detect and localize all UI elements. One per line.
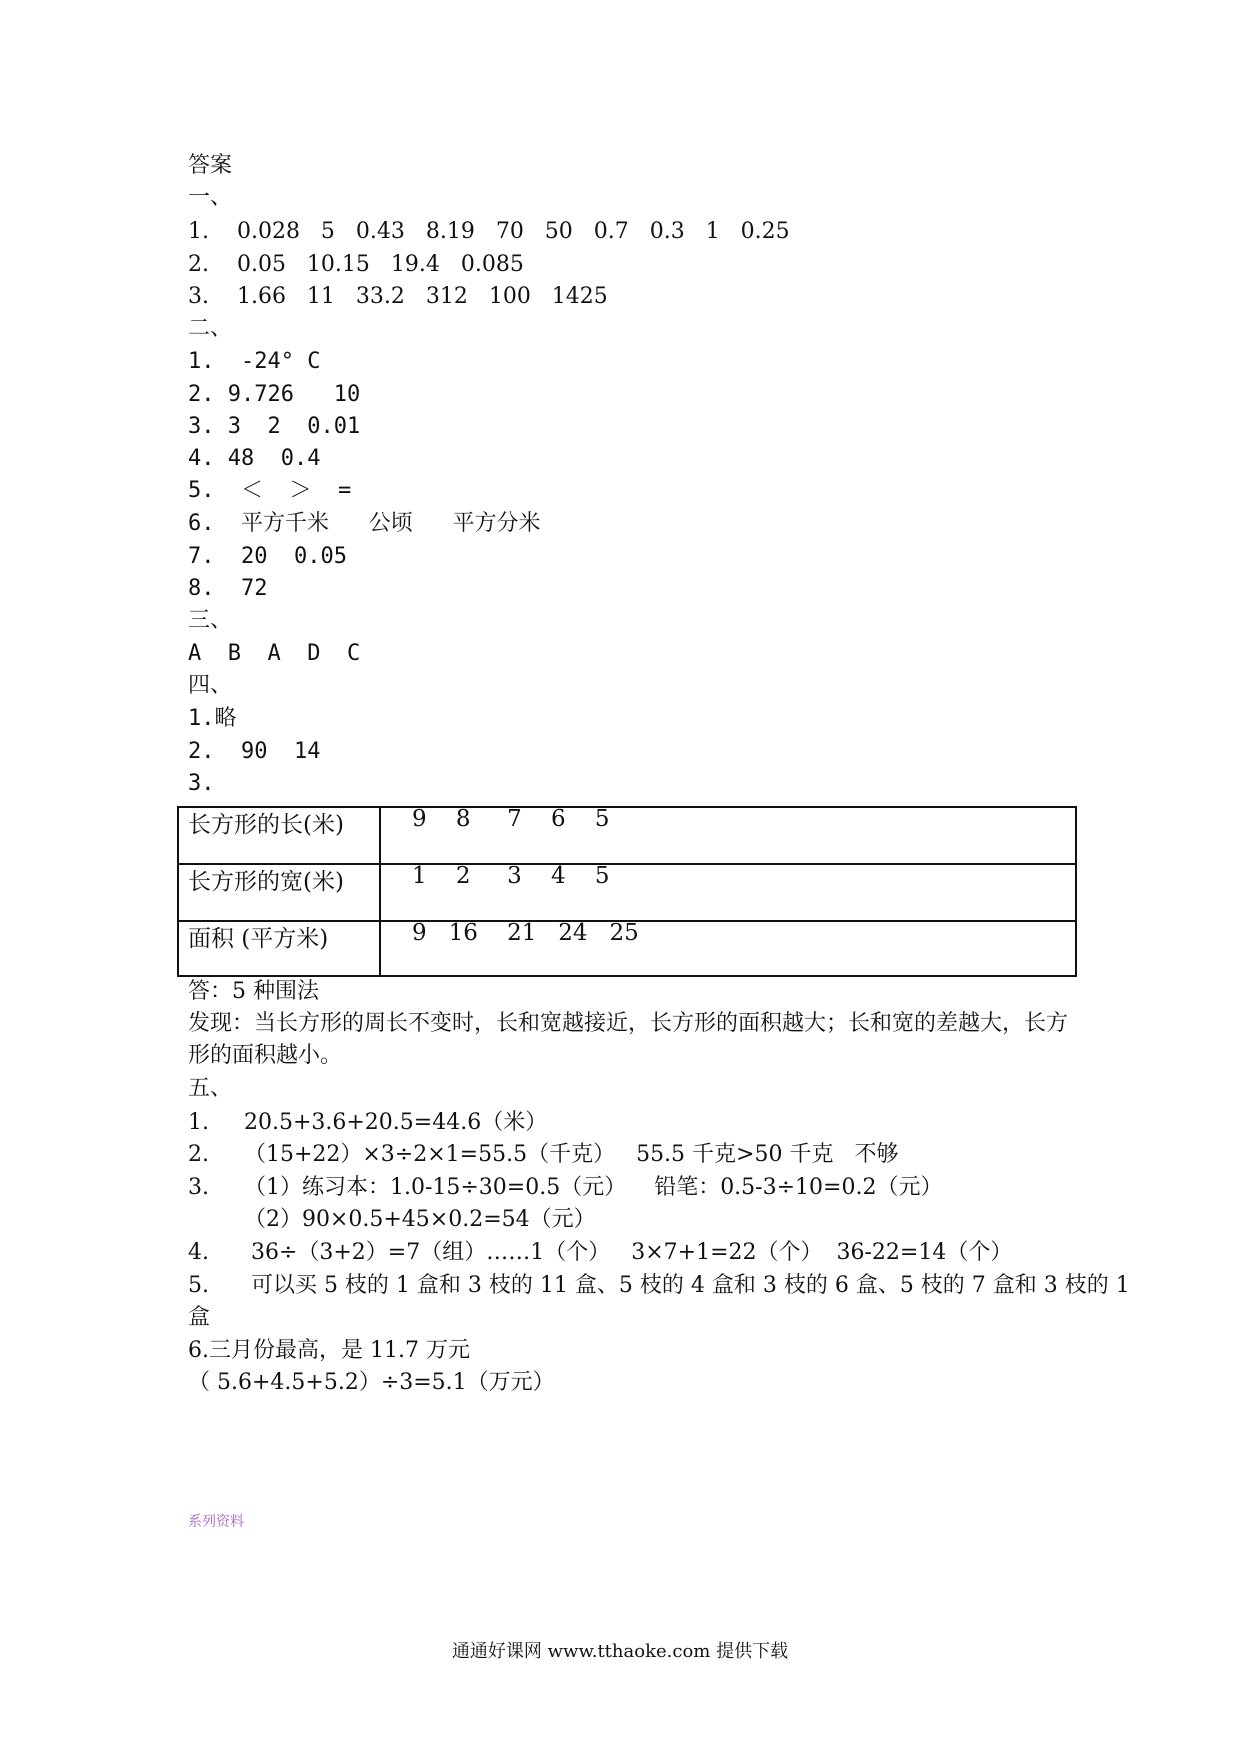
section-1-heading: 一、 <box>188 185 233 210</box>
section-5-item: （ 5.6+4.5+5.2）÷3=5.1（万元） <box>188 1370 555 1395</box>
section-4-item: 3. <box>188 771 215 796</box>
table-column-divider <box>379 808 381 975</box>
section-4-item: 1.略 <box>188 706 237 731</box>
section-1-item: 2. 0.05 10.15 19.4 0.085 <box>188 252 524 277</box>
section-2-heading: 二、 <box>188 316 233 341</box>
page-title: 答案 <box>188 153 233 178</box>
section-3-answers: A B A D C <box>188 641 361 666</box>
table-row-values: 9 8 7 6 5 <box>412 806 610 832</box>
section-2-item: 2. 9.726 10 <box>188 382 361 407</box>
section-5-item: （2）90×0.5+45×0.2=54（元） <box>188 1207 596 1232</box>
section-4-item: 2. 90 14 <box>188 739 321 764</box>
section-4-finding: 形的面积越小。 <box>188 1043 343 1068</box>
series-label: 系列资料 <box>188 1514 244 1530</box>
section-2-item: 8. 72 <box>188 576 268 601</box>
section-2-item: 5. ＜ ＞ = <box>188 478 352 503</box>
table-row-values: 1 2 3 4 5 <box>412 863 610 889</box>
section-5-item: 1. 20.5+3.6+20.5=44.6（米） <box>188 1110 548 1135</box>
table-row-label: 长方形的长(米) <box>188 812 344 838</box>
section-2-item: 3. 3 2 0.01 <box>188 414 361 439</box>
section-2-item: 7. 20 0.05 <box>188 544 347 569</box>
section-1-item: 3. 1.66 11 33.2 312 100 1425 <box>188 284 608 309</box>
section-1-item: 1. 0.028 5 0.43 8.19 70 50 0.7 0.3 1 0.25 <box>188 219 790 244</box>
section-2-item: 6. 平方千米 公顷 平方分米 <box>188 511 541 536</box>
section-4-heading: 四、 <box>188 673 233 698</box>
section-4-finding: 发现：当长方形的周长不变时，长和宽越接近，长方形的面积越大；长和宽的差越大，长方 <box>188 1011 1069 1036</box>
table-row-label: 面积 (平方米) <box>188 926 329 952</box>
section-2-item: 1. -24° C <box>188 349 321 374</box>
table-row-label: 长方形的宽(米) <box>188 869 344 895</box>
section-2-item: 4. 48 0.4 <box>188 446 321 471</box>
section-4-answer: 答：5 种围法 <box>188 979 319 1004</box>
page-footer: 通通好课网 www.tthaoke.com 提供下载 <box>451 1641 789 1662</box>
table-row-values: 9 16 21 24 25 <box>412 920 639 946</box>
section-5-item: 5. 可以买 5 枝的 1 盒和 3 枝的 11 盒、5 枝的 4 盒和 3 枝的 6 盒、5 枝的 7 盒和 3 枝的 1 <box>188 1273 1130 1298</box>
section-5-item: 4. 36÷（3+2）=7（组）……1（个） 3×7+1=22（个） 36-22=14（个） <box>188 1240 1013 1265</box>
section-5-item: 2. （15+22）×3÷2×1=55.5（千克） 55.5 千克>50 千克 不够 <box>188 1142 899 1167</box>
section-5-item: 盒 <box>188 1305 211 1330</box>
section-5-item: 3. （1）练习本：1.0-15÷30=0.5（元） 铅笔：0.5-3÷10=0.2（元） <box>188 1175 943 1200</box>
section-5-heading: 五、 <box>188 1076 233 1101</box>
section-5-item: 6.三月份最高，是 11.7 万元 <box>188 1338 470 1363</box>
section-3-heading: 三、 <box>188 608 233 633</box>
